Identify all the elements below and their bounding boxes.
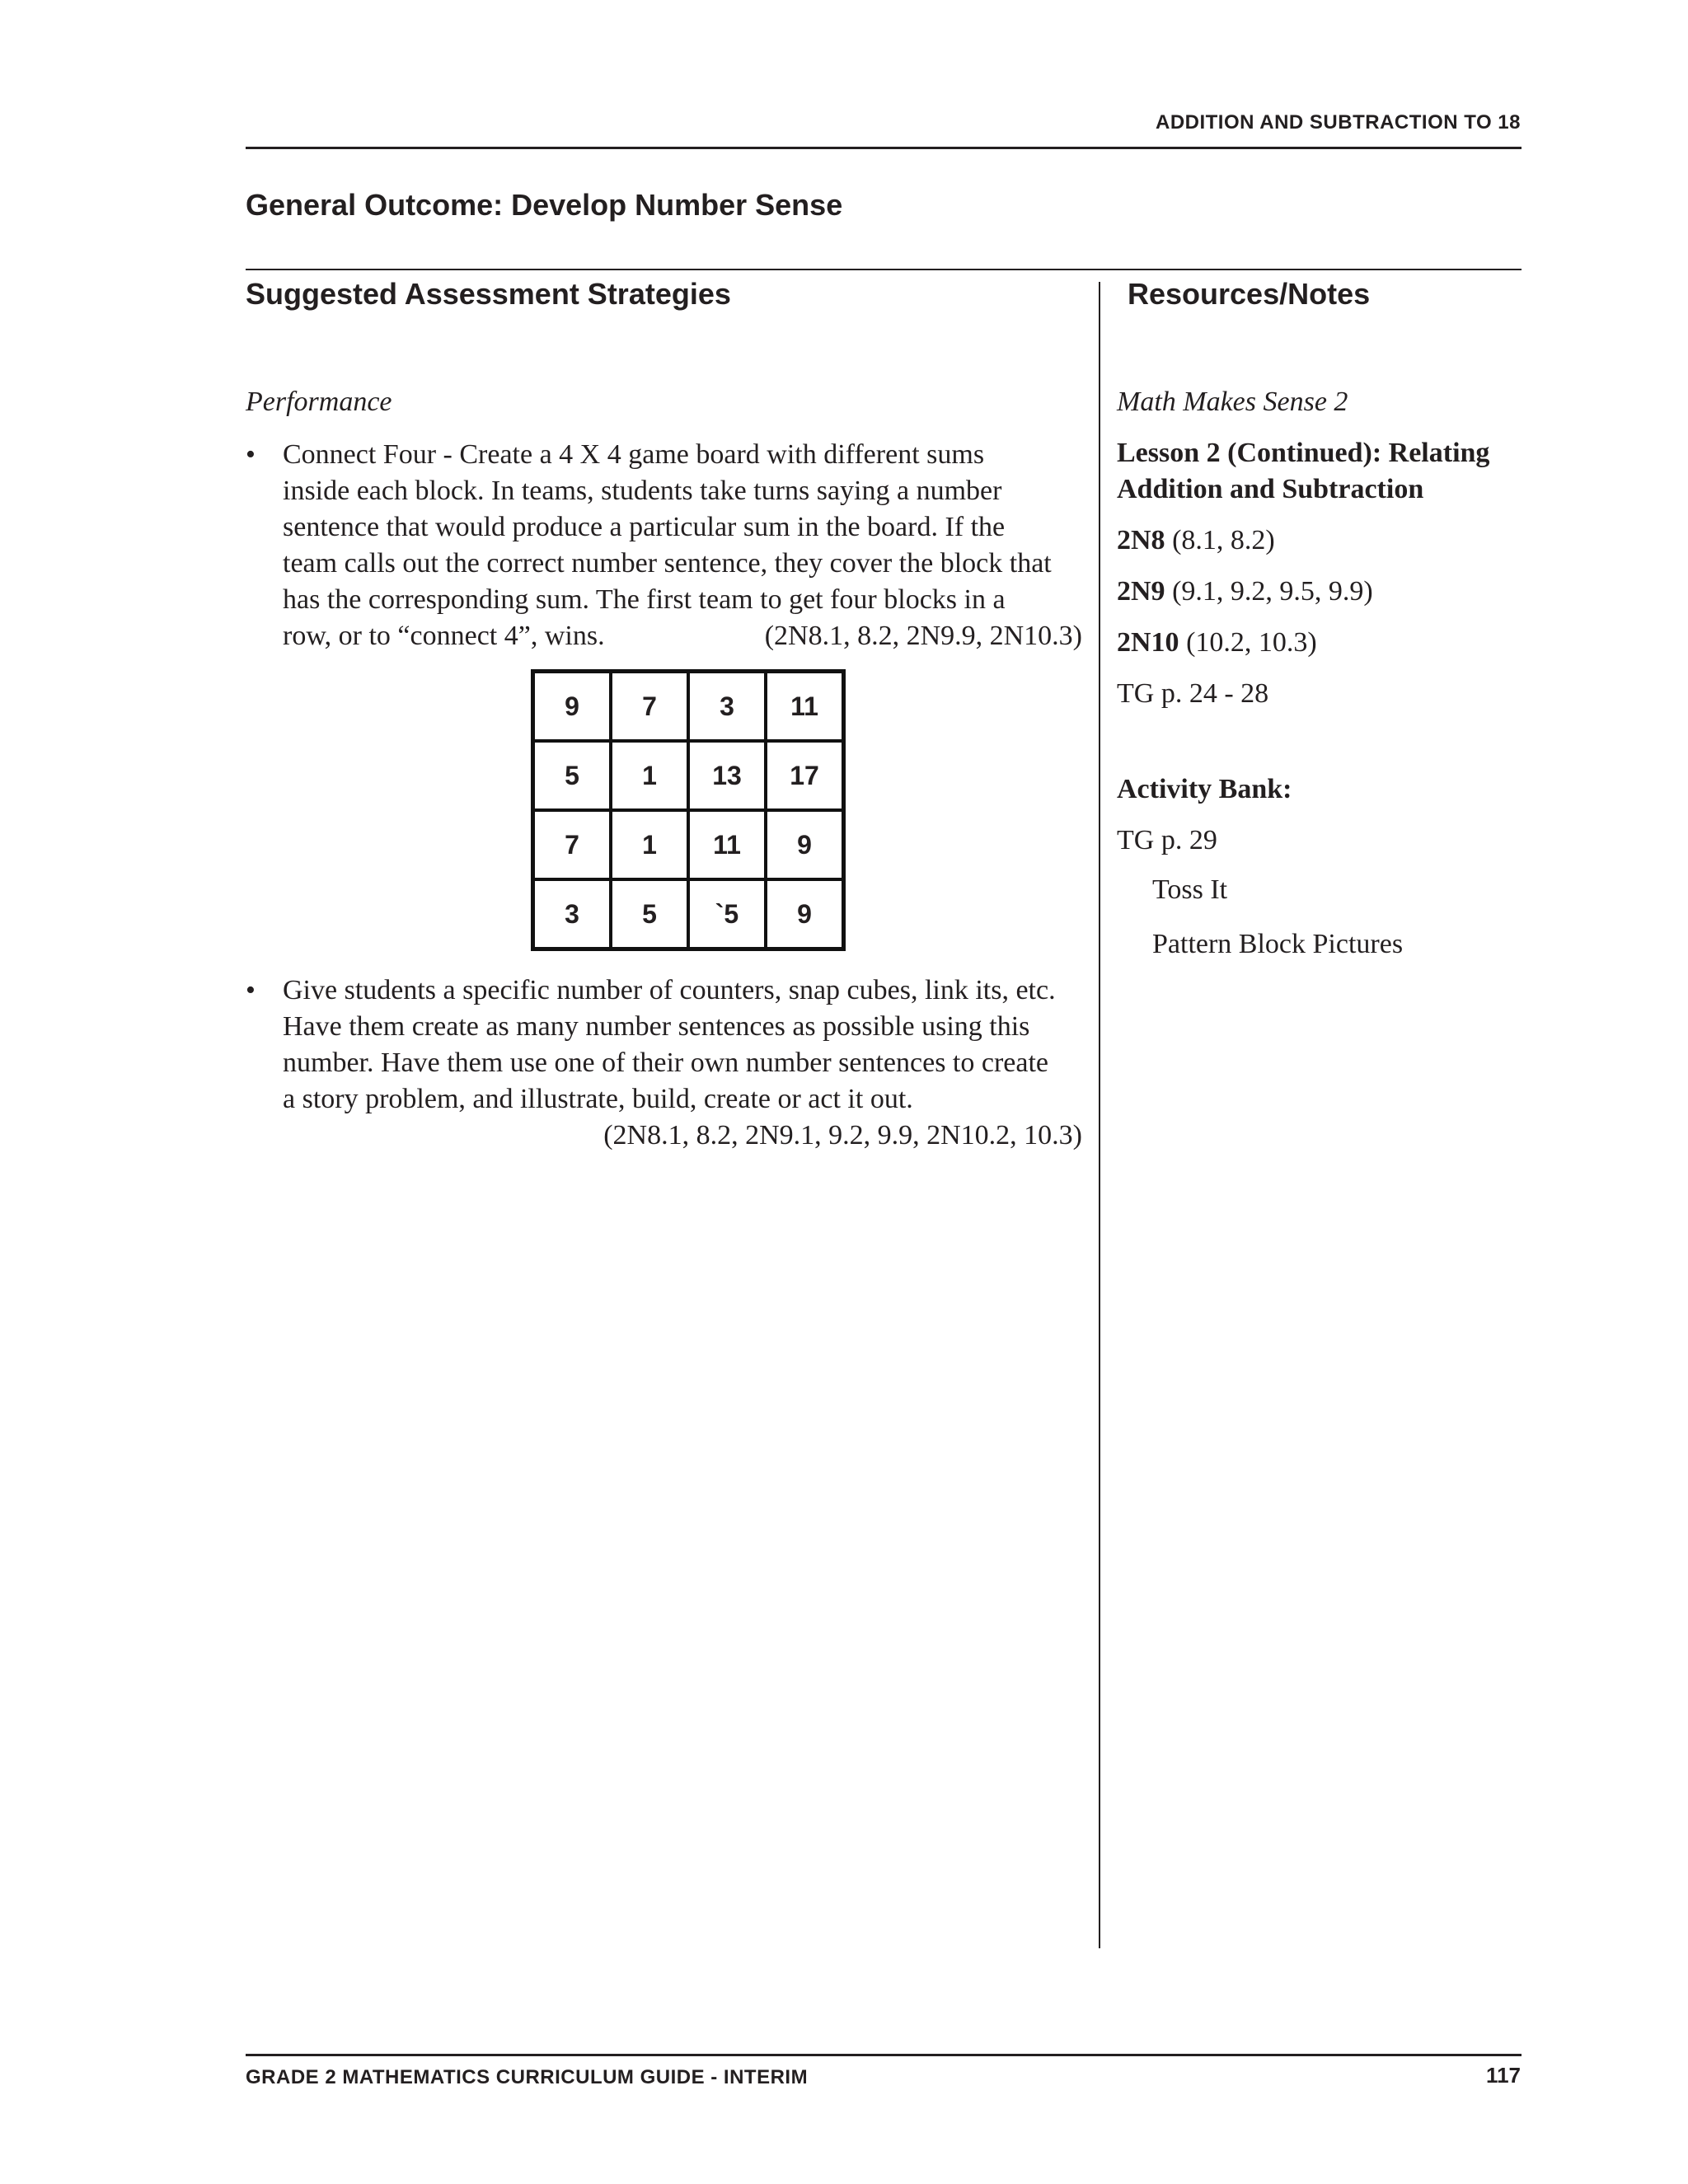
board-cell: 9 [766, 879, 844, 949]
outcome-reference: (2N8.1, 8.2, 2N9.1, 9.2, 9.9, 2N10.2, 10.3) [603, 1120, 1082, 1151]
connect-four-game-board [531, 669, 846, 951]
bullet-line: sentence that would produce a particular sum in the board. If the [283, 512, 1006, 542]
assessment-strategies-heading: Suggested Assessment Strategies [246, 277, 731, 311]
board-cell: 11 [766, 672, 844, 742]
board-cell: 7 [533, 810, 612, 879]
board-cell: 5 [533, 741, 612, 810]
bullet-line: a story problem, and illustrate, build, create or act it out. [283, 1084, 913, 1114]
resource-title: Math Makes Sense 2 [1117, 387, 1348, 417]
section-rule [246, 269, 1522, 270]
board-cell: 9 [533, 672, 612, 742]
board-cell: 17 [766, 741, 844, 810]
bullet-line: team calls out the correct number sentence, they cover the block that [283, 548, 1052, 579]
activity-item: Toss It [1152, 874, 1228, 905]
running-header: ADDITION AND SUBTRACTION TO 18 [1155, 111, 1521, 134]
outcome-detail: (10.2, 10.3) [1186, 627, 1317, 658]
outcome-code: 2N10 [1117, 627, 1179, 658]
bullet-line: inside each block. In teams, students take turns saying a number [283, 476, 1002, 506]
outcome-code: 2N9 [1117, 576, 1165, 607]
connect-four-bullet [246, 437, 1082, 654]
bullet-last-line [283, 618, 1082, 654]
board-cell: 11 [688, 810, 766, 879]
board-cell: 1 [611, 741, 688, 810]
bullet-line: Give students a specific number of counters, snap cubes, link its, etc. [283, 975, 1056, 1005]
board-cell: 9 [766, 810, 844, 879]
board-cell: 3 [533, 879, 612, 949]
activity-item: Pattern Block Pictures [1152, 929, 1404, 959]
lesson-title-line: Addition and Subtraction [1117, 474, 1424, 504]
performance-label: Performance [246, 387, 392, 417]
bullet-dot: • [246, 975, 256, 1005]
board-row [533, 672, 844, 742]
number-sentences-bullet [246, 972, 1082, 1154]
activity-bank-pages: TG p. 29 [1117, 825, 1217, 855]
bullet-line: Have them create as many number sentences as possible using this [283, 1011, 1030, 1042]
bullet-line: has the corresponding sum. The first team to get four blocks in a [283, 584, 1006, 615]
board-row [533, 741, 844, 810]
bullet-line: number. Have them use one of their own number sentences to create [283, 1047, 1049, 1078]
teacher-guide-pages: TG p. 24 - 28 [1117, 678, 1269, 709]
footer-guide-title: GRADE 2 MATHEMATICS CURRICULUM GUIDE - INTERIM [246, 2066, 809, 2088]
page-number: 117 [1486, 2063, 1521, 2088]
activity-bank-label: Activity Bank: [1117, 774, 1292, 804]
resources-notes-heading: Resources/Notes [1128, 277, 1371, 311]
board-row [533, 879, 844, 949]
outcome-detail: (8.1, 8.2) [1172, 525, 1275, 555]
footer-rule [246, 2054, 1522, 2056]
resources-column [1117, 384, 1529, 981]
lesson-title-line: Lesson 2 (Continued): Relating [1117, 438, 1490, 468]
outcome-2n9 [1117, 574, 1529, 610]
header-rule [246, 147, 1522, 149]
assessment-column [246, 384, 1082, 1154]
bullet-line: row, or to “connect 4”, wins. [283, 621, 605, 651]
bullet-dot: • [246, 439, 256, 470]
column-divider [1099, 282, 1100, 1948]
outcome-2n8 [1117, 523, 1529, 559]
lesson-title [1117, 435, 1529, 508]
board-cell: 5 [611, 879, 688, 949]
outcome-code: 2N8 [1117, 525, 1165, 555]
board-cell: 3 [688, 672, 766, 742]
board-cell: 7 [611, 672, 688, 742]
general-outcome-title: General Outcome: Develop Number Sense [246, 188, 843, 222]
board-cell: 1 [611, 810, 688, 879]
outcome-2n10 [1117, 625, 1529, 661]
outcome-reference: (2N8.1, 8.2, 2N9.9, 2N10.3) [764, 621, 1082, 651]
board-cell: 13 [688, 741, 766, 810]
bullet-line: Connect Four - Create a 4 X 4 game board with different sums [283, 439, 985, 470]
board-cell: `5 [688, 879, 766, 949]
outcome-detail: (9.1, 9.2, 9.5, 9.9) [1172, 576, 1373, 607]
board-row [533, 810, 844, 879]
